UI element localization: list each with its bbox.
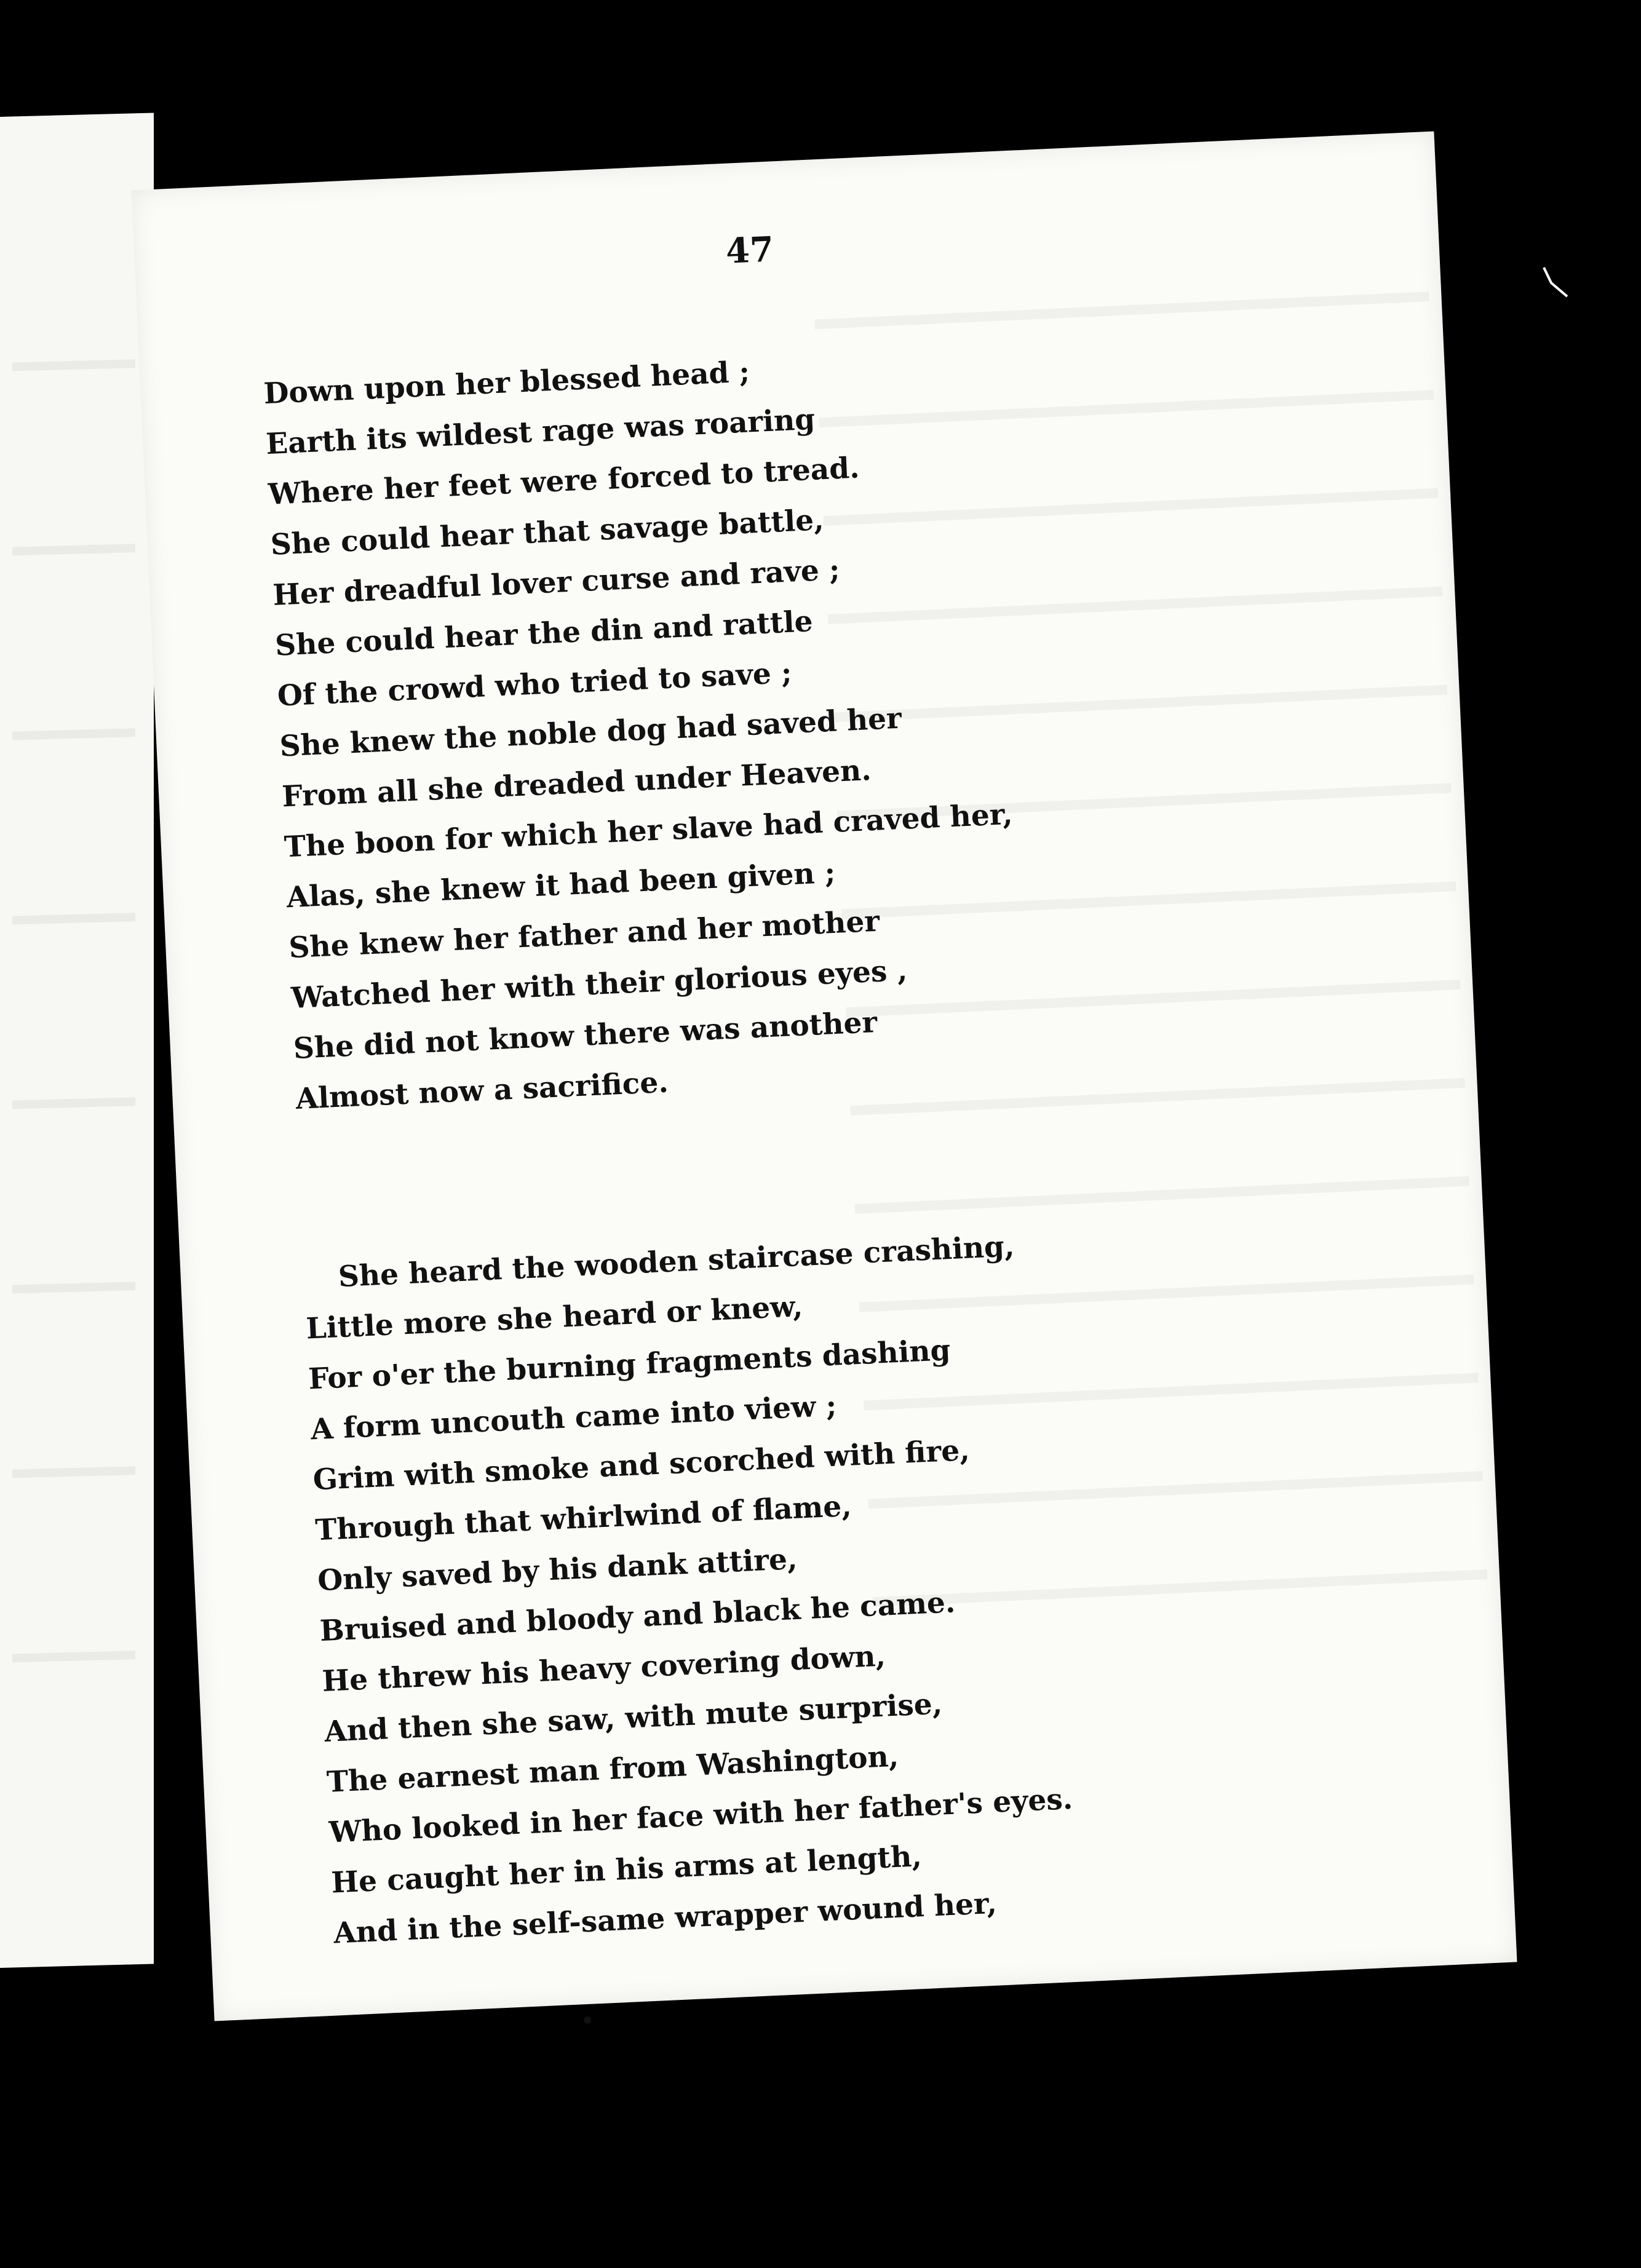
show-through-text — [12, 913, 135, 924]
verse-line: Through that whirlwind of flame, — [314, 1489, 852, 1548]
ink-speck — [584, 2016, 592, 2024]
show-through-line — [814, 291, 1429, 329]
verse-line: Only saved by his dank attire, — [317, 1542, 798, 1598]
verse-line: Where her feet were forced to tread. — [267, 451, 860, 512]
show-through-text — [12, 728, 135, 740]
verse-line: For o'er the burning fragments dashing — [308, 1333, 952, 1397]
verse-line: Almost now a sacrifice. — [295, 1065, 669, 1116]
stanza-2 — [303, 1212, 1257, 1959]
show-through-text — [12, 1097, 135, 1109]
stanza-1 — [263, 327, 1218, 1125]
verse-line: Her dreadful lover curse and rave ; — [272, 553, 841, 613]
show-through-text — [12, 1282, 135, 1293]
verse-line: Of the crowd who tried to save ; — [276, 656, 793, 713]
verse-line: Grim with smoke and scorched with fire, — [312, 1433, 971, 1497]
verse-line: She could hear that savage battle, — [269, 503, 825, 562]
verse-line: And then she saw, with mute surprise, — [324, 1687, 944, 1749]
verse-line: She knew the noble dog had saved her — [279, 701, 902, 764]
verse-line: Little more she heard or knew, — [305, 1290, 804, 1346]
verse-line: She did not know there was another — [292, 1005, 878, 1066]
page-number: 47 — [725, 229, 775, 272]
show-through-text — [12, 1651, 135, 1662]
verse-line: He threw his heavy covering down, — [321, 1639, 886, 1699]
show-through-line — [854, 1176, 1469, 1214]
verse-line: Who looked in her face with her father's eyes. — [328, 1782, 1074, 1850]
show-through-text — [12, 1466, 135, 1478]
verse-line: And in the self-same wrapper wound her, — [333, 1886, 998, 1951]
show-through-text — [12, 544, 135, 555]
verse-line: The earnest man from Washington, — [326, 1739, 900, 1799]
verse-line: The boon for which her slave had craved her, — [283, 797, 1014, 865]
verse-line: Down upon her blessed head ; — [263, 355, 751, 411]
verse-line: Bruised and bloody and black he came. — [319, 1585, 956, 1649]
page-corner-mark — [1538, 264, 1575, 301]
verse-line: A form uncouth came into view ; — [309, 1389, 838, 1447]
verse-line: He caught her in his arms at length, — [330, 1839, 923, 1900]
verse-line: From all she dreaded under Heaven. — [281, 753, 872, 814]
verse-line: Earth its wildest rage was roaring — [265, 402, 816, 462]
verse-line: She could hear the din and rattle — [274, 605, 814, 663]
verse-line: Watched her with their glorious eyes , — [290, 953, 908, 1016]
book-page — [132, 131, 1517, 2021]
verse-line: She heard the wooden staircase crashing, — [337, 1229, 1015, 1295]
facing-page-edge — [0, 113, 154, 1968]
verse-line: She knew her father and her mother — [288, 904, 881, 965]
show-through-text — [12, 359, 135, 371]
verse-line: Alas, she knew it had been given ; — [285, 855, 836, 915]
